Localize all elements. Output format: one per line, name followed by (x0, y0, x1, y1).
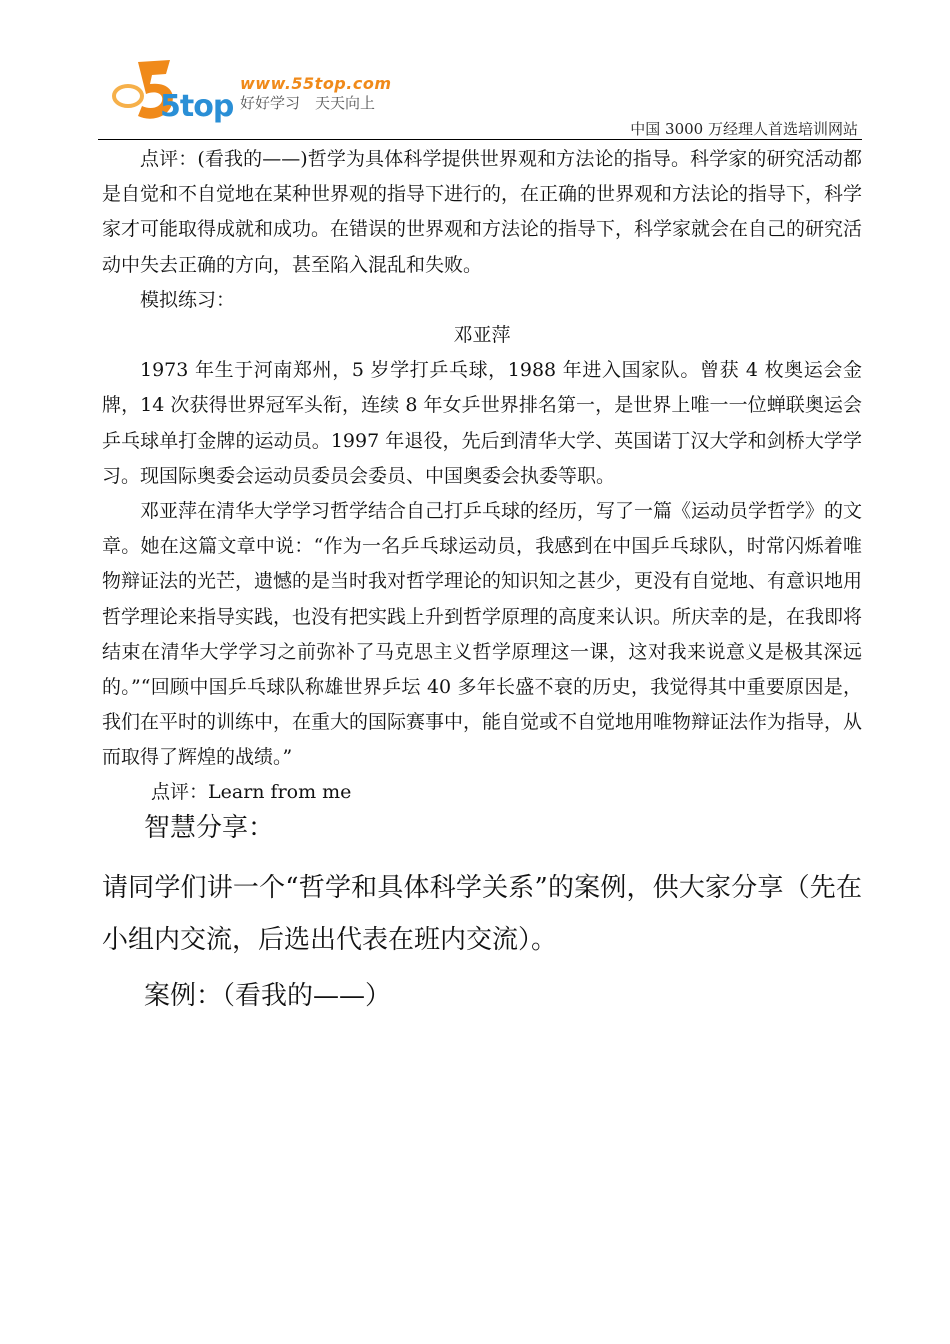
logo-swoosh-icon (114, 86, 142, 106)
logo-wordmark: 5top (160, 89, 234, 124)
quote-paragraph: 邓亚萍在清华大学学习哲学结合自己打乒乓球的经历，写了一篇《运动员学哲学》的文章。她在这篇文章中说：“作为一名乒乓球运动员，我感到在中国乒乓球队，时常闪烁着唯物辩证法的光芒，遗憾的是当时我对哲学理论的知识知之甚少，更没有自觉地、有意识地用哲学理论来指导实践，也没有把实践上升到哲学原理的高度来认识。所庆幸的是，在我即将结束在清华大学学习之前弥补了马克思主义哲学原理这一课，这对我来说意义是极其深远的。”“回顾中国乒乓球队称雄世界乒坛 40 多年长盛不衰的历史，我觉得其中重要原因是，我们在平时的训练中，在重大的国际赛事中，能自觉或不自觉地用唯物辩证法作为指导，从而取得了辉煌的战绩。” (102, 500, 863, 769)
bio-paragraph: 1973 年生于河南郑州，5 岁学打乒乓球，1988 年进入国家队。曾获 4 枚奥运会金牌，14 次获得世界冠军头衔，连续 8 年女乒世界排名第一，是世界上唯一一位蝉联奥运会乒乓球单打金牌的运动员。1997 年退役，先后到清华大学、英国诺丁汉大学和剑桥大学学习。现国际奥委会运动员委员会委员、中国奥委会执委等职。 (102, 359, 862, 487)
review-paragraph: 点评：(看我的——)哲学为具体科学提供世界观和方法论的指导。科学家的研究活动都是自觉和不自觉地在某种世界观的指导下进行的，在正确的世界观和方法论的指导下，科学家才可能取得成就和成功。在错误的世界观和方法论的指导下，科学家就会在自己的研究活动中失去正确的方向，甚至陷入混乱和失败。 (102, 148, 863, 276)
article-title: 邓亚萍 (453, 324, 511, 347)
share-prompt: 请同学们讲一个“哲学和具体科学关系”的案例，供大家分享（先在小组内交流，后选出代表在班内交流）。 (102, 872, 862, 955)
case-label: 案例：（看我的——） (144, 980, 392, 1011)
header-tagline: 中国 3000 万经理人首选培训网站 (630, 120, 858, 138)
site-slogan: 好好学习 天天向上 (240, 94, 376, 112)
site-url[interactable]: www.55top.com (240, 74, 392, 93)
wisdom-heading: 智慧分享： (144, 812, 275, 843)
short-review: 点评：Learn from me (151, 780, 352, 803)
header-divider (98, 139, 862, 140)
document-body (102, 142, 862, 1016)
practice-label: 模拟练习： (140, 288, 236, 311)
